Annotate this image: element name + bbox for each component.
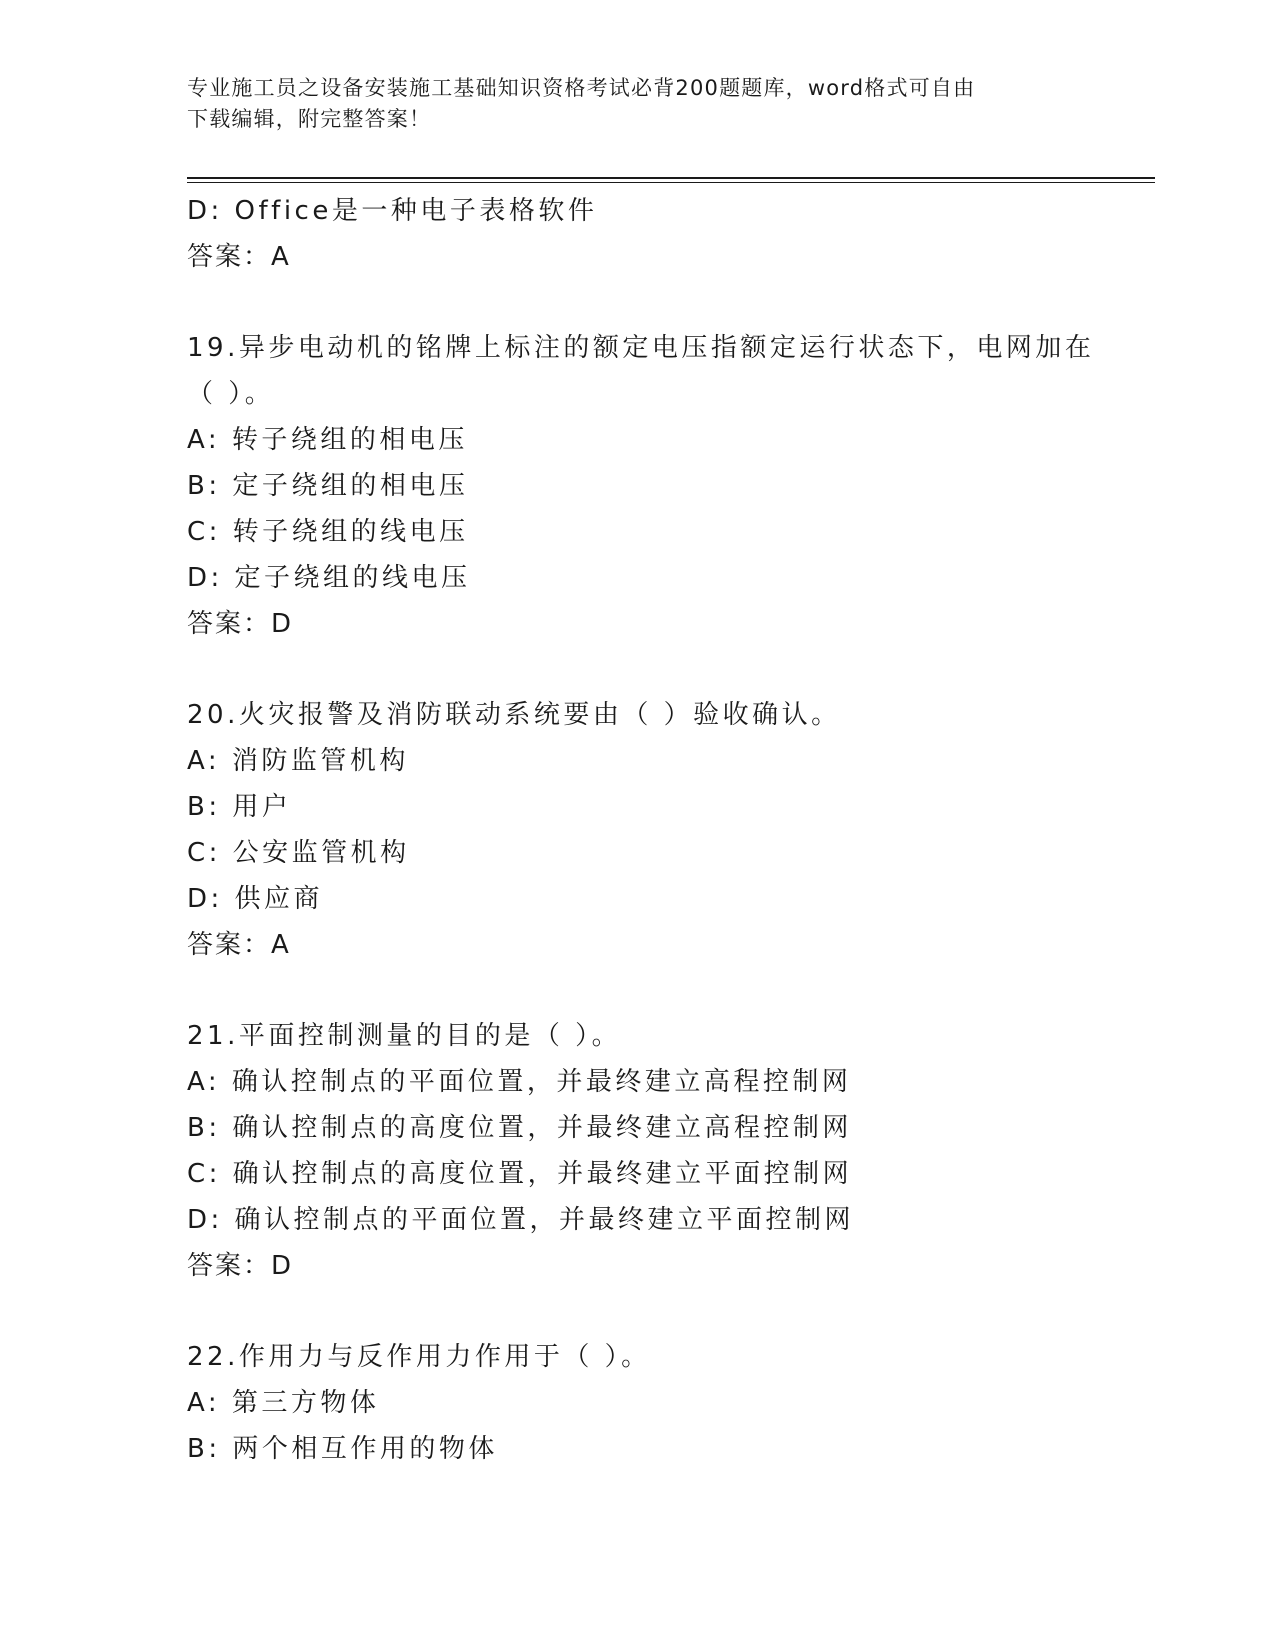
question-list	[187, 188, 1095, 1472]
option-d: D: 定子绕组的线电压	[187, 563, 471, 593]
question-stem: 21.平面控制测量的目的是（ ）。	[187, 1021, 622, 1051]
option-c: C: 确认控制点的高度位置，并最终建立平面控制网	[187, 1159, 853, 1189]
option-d: D: 供应商	[187, 884, 324, 914]
document-header	[187, 73, 1067, 135]
option-a: A: 确认控制点的平面位置，并最终建立高程控制网	[187, 1067, 852, 1097]
option-a: A: 转子绕组的相电压	[187, 425, 468, 455]
option-a: A: 第三方物体	[187, 1388, 380, 1418]
question-22	[187, 1334, 1087, 1472]
answer: 答案：D	[187, 1251, 294, 1281]
option-c: C: 转子绕组的线电压	[187, 517, 469, 547]
question-stem: 22.作用力与反作用力作用于（ ）。	[187, 1342, 651, 1372]
question-stem: 20.火灾报警及消防联动系统要由（ ）验收确认。	[187, 700, 841, 730]
header-rule-thin	[187, 182, 1155, 183]
question-stem: 19.异步电动机的铭牌上标注的额定电压指额定运行状态下，电网加在	[187, 333, 1095, 363]
option-b: B: 确认控制点的高度位置，并最终建立高程控制网	[187, 1113, 852, 1143]
prev-option-d: D: Office是一种电子表格软件	[187, 196, 598, 226]
header-rule-thick	[187, 177, 1155, 179]
option-a: A: 消防监管机构	[187, 746, 409, 776]
option-b: B: 用户	[187, 792, 292, 822]
answer: 答案：D	[187, 609, 294, 639]
question-19	[187, 325, 1095, 647]
header-line-2: 下载编辑，附完整答案！	[187, 107, 432, 131]
prev-answer: 答案：A	[187, 242, 291, 272]
question-21	[187, 1013, 1087, 1289]
answer: 答案：A	[187, 930, 291, 960]
option-b: B: 两个相互作用的物体	[187, 1434, 498, 1464]
question-stem-continuation: （ ）。	[187, 379, 275, 409]
header-line-1: 专业施工员之设备安装施工基础知识资格考试必背200题题库，word格式可自由	[187, 76, 976, 100]
option-d: D: 确认控制点的平面位置，并最终建立平面控制网	[187, 1205, 855, 1235]
question-20	[187, 692, 1087, 968]
option-b: B: 定子绕组的相电压	[187, 471, 469, 501]
option-c: C: 公安监管机构	[187, 838, 410, 868]
